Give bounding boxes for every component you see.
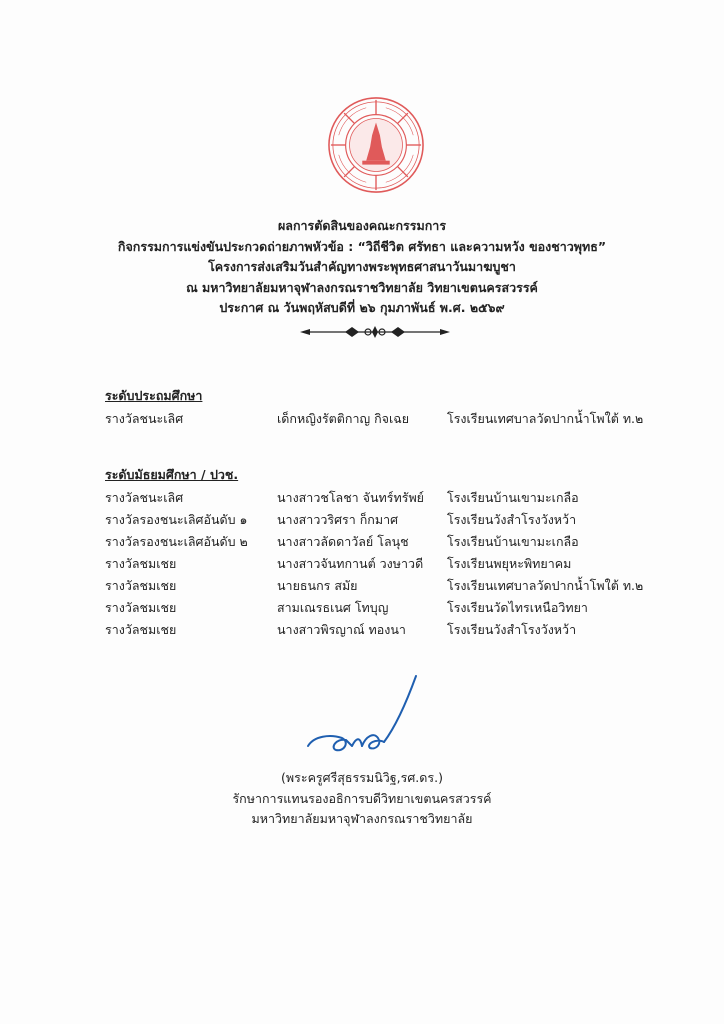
signer-title: รักษาการแทนรองอธิการบดีวิทยาเขตนครสวรรค์ bbox=[232, 790, 492, 806]
table-row bbox=[0, 576, 724, 596]
table-row bbox=[0, 532, 724, 552]
table-row bbox=[0, 598, 724, 618]
award-label: รางวัลชนะเลิศ bbox=[105, 490, 184, 505]
winner-name: นางสาวจันทกานต์ วงษาวดี bbox=[277, 556, 424, 571]
winner-name: สามเณรธเนศ โทบุญ bbox=[277, 600, 389, 615]
header-line-4: ณ มหาวิทยาลัยมหาจุฬาลงกรณราชวิทยาลัย วิทยาเขตนครสวรรค์ bbox=[186, 279, 538, 295]
header-line-3: โครงการส่งเสริมวันสำคัญทางพระพุทธศาสนาวันมาฆบูชา bbox=[208, 259, 516, 274]
school-name: โรงเรียนบ้านเขามะเกลือ bbox=[447, 534, 579, 549]
award-label: รางวัลรองชนะเลิศอันดับ ๑ bbox=[105, 512, 248, 527]
header-line-1: ผลการตัดสินของคณะกรรมการ bbox=[277, 218, 447, 233]
school-name: โรงเรียนพยุหะพิทยาคม bbox=[447, 556, 572, 571]
table-row bbox=[0, 510, 724, 530]
winner-name: นางสาวลัดดาวัลย์ โลนุช bbox=[277, 534, 409, 549]
divider-ornament-icon bbox=[300, 326, 450, 338]
school-name: โรงเรียนเทศบาลวัดปากน้ำโพใต้ ท.๒ bbox=[447, 411, 644, 426]
signature-block bbox=[0, 768, 724, 830]
table-row bbox=[0, 620, 724, 640]
header-line-2: กิจกรรมการแข่งขันประกวดถ่ายภาพหัวข้อ : “วิถีชีวิต ศรัทธา และความหวัง ของชาวพุทธ” bbox=[117, 238, 607, 254]
table-row bbox=[0, 488, 724, 508]
winner-name: นางสาวชโลชา จันทร์ทรัพย์ bbox=[277, 490, 425, 505]
primary-section-title: ระดับประถมศึกษา bbox=[105, 388, 203, 403]
table-row bbox=[0, 554, 724, 574]
school-name: โรงเรียนเทศบาลวัดปากน้ำโพใต้ ท.๒ bbox=[447, 578, 644, 593]
winner-name: นางสาวพิรญาณ์ ทองนา bbox=[277, 622, 406, 637]
award-label: รางวัลชมเชย bbox=[105, 622, 177, 637]
announcement-header bbox=[0, 216, 724, 319]
winner-name: เด็กหญิงรัตติกาญ กิจเฉย bbox=[277, 411, 410, 426]
award-label: รางวัลชมเชย bbox=[105, 578, 177, 593]
winner-name: นายธนกร สมัย bbox=[277, 578, 358, 593]
handwritten-signature bbox=[300, 672, 420, 758]
award-label: รางวัลรองชนะเลิศอันดับ ๒ bbox=[105, 534, 248, 549]
table-row bbox=[0, 409, 724, 429]
award-label: รางวัลชมเชย bbox=[105, 600, 177, 615]
signer-organization: มหาวิทยาลัยมหาจุฬาลงกรณราชวิทยาลัย bbox=[251, 811, 473, 826]
school-name: โรงเรียนบ้านเขามะเกลือ bbox=[447, 490, 579, 505]
winner-name: นางสาววริศรา ก็กมาศ bbox=[277, 512, 399, 527]
award-label: รางวัลชมเชย bbox=[105, 556, 177, 571]
award-label: รางวัลชนะเลิศ bbox=[105, 411, 184, 426]
secondary-section-title: ระดับมัธยมศึกษา / ปวช. bbox=[105, 467, 239, 482]
school-name: โรงเรียนวังสำโรงวังหว้า bbox=[447, 512, 577, 527]
school-name: โรงเรียนวัดไทรเหนือวิทยา bbox=[447, 600, 588, 615]
header-line-5: ประกาศ ณ วันพฤหัสบดีที่ ๒๖ กุมภาพันธ์ พ.ศ. ๒๕๖๙ bbox=[219, 300, 505, 315]
university-seal-icon bbox=[327, 96, 425, 194]
signer-name: (พระครูศรีสุธรรมนิวิฐ,รศ.ดร.) bbox=[281, 770, 443, 785]
school-name: โรงเรียนวังสำโรงวังหว้า bbox=[447, 622, 577, 637]
